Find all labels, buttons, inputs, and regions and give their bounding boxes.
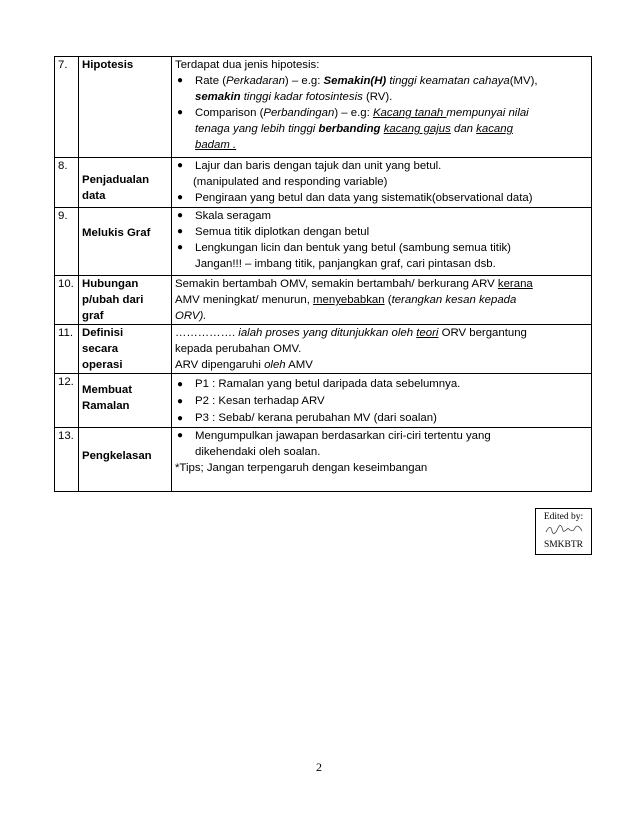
signature-icon	[536, 524, 591, 539]
stamp-label: Edited by:	[543, 512, 584, 522]
row-topic: Membuat Ramalan	[79, 374, 172, 428]
row-number: 8.	[55, 158, 79, 208]
row-topic: Penjadualan data	[79, 158, 172, 208]
table-row	[55, 374, 592, 428]
bullet-item: ● Lengkungan licin dan bentuk yang betul (sambung semua titik)	[175, 240, 588, 256]
table-row	[55, 276, 592, 325]
row-description	[172, 208, 592, 276]
bullet-item: ● P2 : Kesan terhadap ARV	[175, 393, 588, 410]
table-row	[55, 325, 592, 374]
bullet-item: ● P3 : Sebab/ kerana perubahan MV (dari soalan)	[175, 410, 588, 427]
row-topic: Hipotesis	[79, 57, 172, 158]
row-description: Semakin bertambah OMV, semakin bertambah/ berkurang ARV kerana AMV meningkat/ menurun, menyebabkan (terangkan kesan kepada ORV).	[172, 276, 592, 325]
bullet-continuation: Jangan!!! – imbang titik, panjangkan graf, cari pintasan dsb.	[195, 258, 496, 270]
row-number: 11.	[55, 325, 79, 374]
row-description	[172, 57, 592, 158]
row-number: 7.	[55, 57, 79, 158]
edited-by-stamp	[535, 508, 592, 555]
row-number: 10.	[55, 276, 79, 325]
bullet-continuation: (manipulated and responding variable)	[193, 176, 388, 188]
table-row	[55, 158, 592, 208]
notes-table	[54, 56, 592, 492]
tip-text: *Tips; Jangan terpengaruh dengan keseimbangan	[175, 462, 428, 474]
bullet-item: ● Comparison (Perbandingan) – e.g: Kacang tanah mempunyai nilai tenaga yang lebih tinggi berbanding kacang gajus dan kacang badam .	[175, 105, 588, 153]
row-description	[172, 374, 592, 428]
row-number: 12.	[55, 374, 79, 428]
bullet-item: ● Semua titik diplotkan dengan betul	[175, 224, 588, 240]
table-row	[55, 428, 592, 492]
row-number: 13.	[55, 428, 79, 492]
bullet-item: ● Rate (Perkadaran) – e.g: Semakin(H) tinggi keamatan cahaya(MV), semakin tinggi kadar fotosintesis (RV).	[175, 73, 588, 105]
bullet-item: ● Mengumpulkan jawapan berdasarkan ciri-ciri tertentu yang	[175, 428, 588, 444]
row-topic: Definisi secara operasi	[79, 325, 172, 374]
row-topic: Melukis Graf	[79, 208, 172, 276]
table-row	[55, 208, 592, 276]
bullet-item: ● Lajur dan baris dengan tajuk dan unit yang betul.	[175, 158, 588, 174]
row-description	[172, 158, 592, 208]
bullet-continuation: dikehendaki oleh soalan.	[195, 446, 321, 458]
bullet-item: ● Pengiraan yang betul dan data yang sistematik(observational data)	[175, 190, 588, 206]
row-description: ……………. ialah proses yang ditunjukkan oleh teori ORV bergantung kepada perubahan OMV. ARV dipengaruhi oleh AMV	[172, 325, 592, 374]
bullet-item: ● Skala seragam	[175, 208, 588, 224]
stamp-school: SMKBTR	[543, 540, 584, 550]
page-number: 2	[316, 760, 322, 774]
bullet-item: ● P1 : Ramalan yang betul daripada data sebelumnya.	[175, 376, 588, 393]
row-number: 9.	[55, 208, 79, 276]
row-description	[172, 428, 592, 492]
row-topic: Hubungan p/ubah dari graf	[79, 276, 172, 325]
intro-text: Terdapat dua jenis hipotesis:	[175, 59, 320, 71]
table-row	[55, 57, 592, 158]
row-topic: Pengkelasan	[79, 428, 172, 492]
